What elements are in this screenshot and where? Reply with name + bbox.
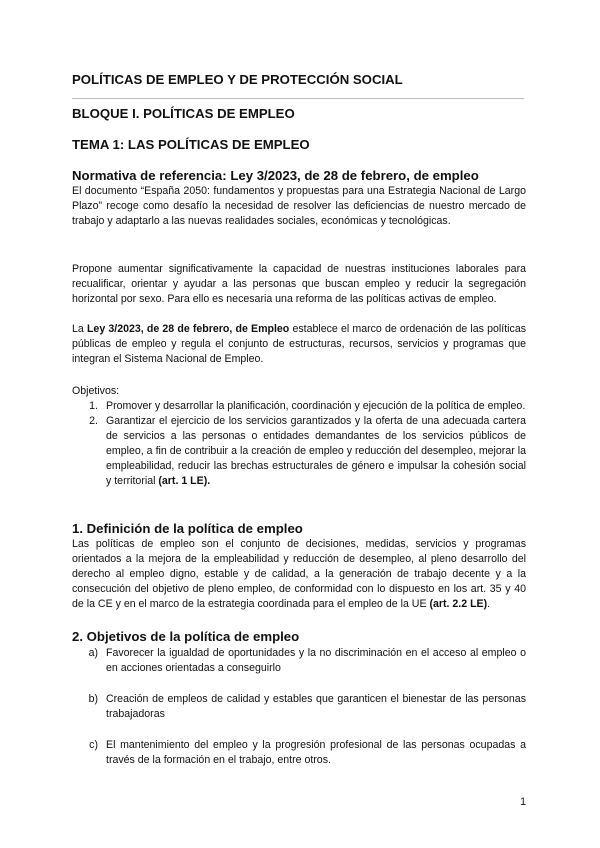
normativa-heading: Normativa de referencia: Ley 3/2023, de 28 de febrero, de empleo <box>72 168 479 183</box>
list-item-letter: c) <box>89 739 98 751</box>
section-1-text <box>72 537 526 612</box>
objetivos-label: Objetivos: <box>72 385 120 397</box>
list-item-text: Favorecer la igualdad de oportunidades y la no discriminación en el acceso al empleo o en acciones orientadas a conseguirlo <box>106 647 526 674</box>
list-item-letter: a) <box>88 647 98 659</box>
list-item <box>72 414 526 489</box>
section-2-list-b <box>72 692 526 722</box>
list-item-text: Promover y desarrollar la planificación, coordinación y ejecución de la política de empleo. <box>106 400 526 412</box>
section-2-heading: 2. Objetivos de la política de empleo <box>72 629 300 644</box>
tema-heading: TEMA 1: LAS POLÍTICAS DE EMPLEO <box>72 137 310 152</box>
bloque-heading: BLOQUE I. POLÍTICAS DE EMPLEO <box>72 106 295 121</box>
section-2-list-a <box>72 646 526 676</box>
page-number: 1 <box>520 796 526 808</box>
article-reference: (art. 2.2 LE) <box>429 598 488 610</box>
title-divider <box>72 98 524 99</box>
article-reference: (art. 1 LE). <box>158 475 211 487</box>
paragraph-1: El documento “España 2050: fundamentos y propuestas para una Estrategia Nacional de Largo Plazo” recoge como desafío la necesidad de resolver las deficiencias de nuestro mercado de trabajo y adaptarlo a las nuevas realidades sociales, económicas y tecnológicas. <box>72 185 526 227</box>
paragraph-2: Propone aumentar significativamente la capacidad de nuestras instituciones laborales para recualificar, orientar y ayudar a las personas que buscan empleo y reducir la segregación horizontal por sexo. Para ello es necesaria una reforma de las políticas activas de empleo. <box>72 263 526 305</box>
document-title: POLÍTICAS DE EMPLEO Y DE PROTECCIÓN SOCIAL <box>72 72 403 87</box>
law-reference: Ley 3/2023, de 28 de febrero, de Empleo <box>86 323 290 335</box>
objetivos-list <box>72 399 526 489</box>
list-item-number: 1. <box>89 400 98 412</box>
section-1-body: Las políticas de empleo son el conjunto de decisiones, medidas, servicios y programas orientados a la mejora de la empleabilidad y reducción de desempleo, al pleno desarrollo del derecho al empleo digno, estable y de calidad, a la generación de trabajo decente y a la consecución del objetivo de pleno empleo, de conformidad con lo dispuesto en los art. 35 y 40 de la CE y en el marco de la estrategia coordinada para el empleo de la UE <box>72 538 526 610</box>
section-2-list-c <box>72 738 526 768</box>
list-item <box>72 646 526 676</box>
list-item <box>72 692 526 722</box>
paragraph-3-post: establece el marco de ordenación de las políticas públicas de empleo y regula el conjunto de estructuras, recursos, servicios y programas que integran el Sistema Nacional de Empleo. <box>72 323 527 365</box>
list-item-body: Garantizar el ejercicio de los servicios garantizados y la oferta de una adecuada cartera de servicios a las personas o entidades demandantes de los servicios públicos de empleo, a fin de contribuir a la creación de empleo y reducción del desempleo, mejorar la empleabilidad, reducir las brechas estructurales de género e impulsar la cohesión social y territorial <box>106 415 526 487</box>
list-item <box>72 399 526 414</box>
list-item-text: El mantenimiento del empleo y la progresión profesional de las personas ocupadas a través de la formación en el trabajo, entre otros. <box>106 739 526 766</box>
list-item-number: 2. <box>89 415 98 427</box>
list-item <box>72 738 526 768</box>
list-item-letter: b) <box>88 693 98 705</box>
section-1-heading: 1. Definición de la política de empleo <box>72 521 303 536</box>
list-item-text: Creación de empleos de calidad y estables que garanticen el bienestar de las personas trabajadoras <box>106 693 526 720</box>
section-1-end: . <box>487 598 491 610</box>
paragraph-3-pre: La <box>72 323 87 335</box>
paragraph-3 <box>72 322 526 367</box>
list-item-text <box>106 414 526 489</box>
